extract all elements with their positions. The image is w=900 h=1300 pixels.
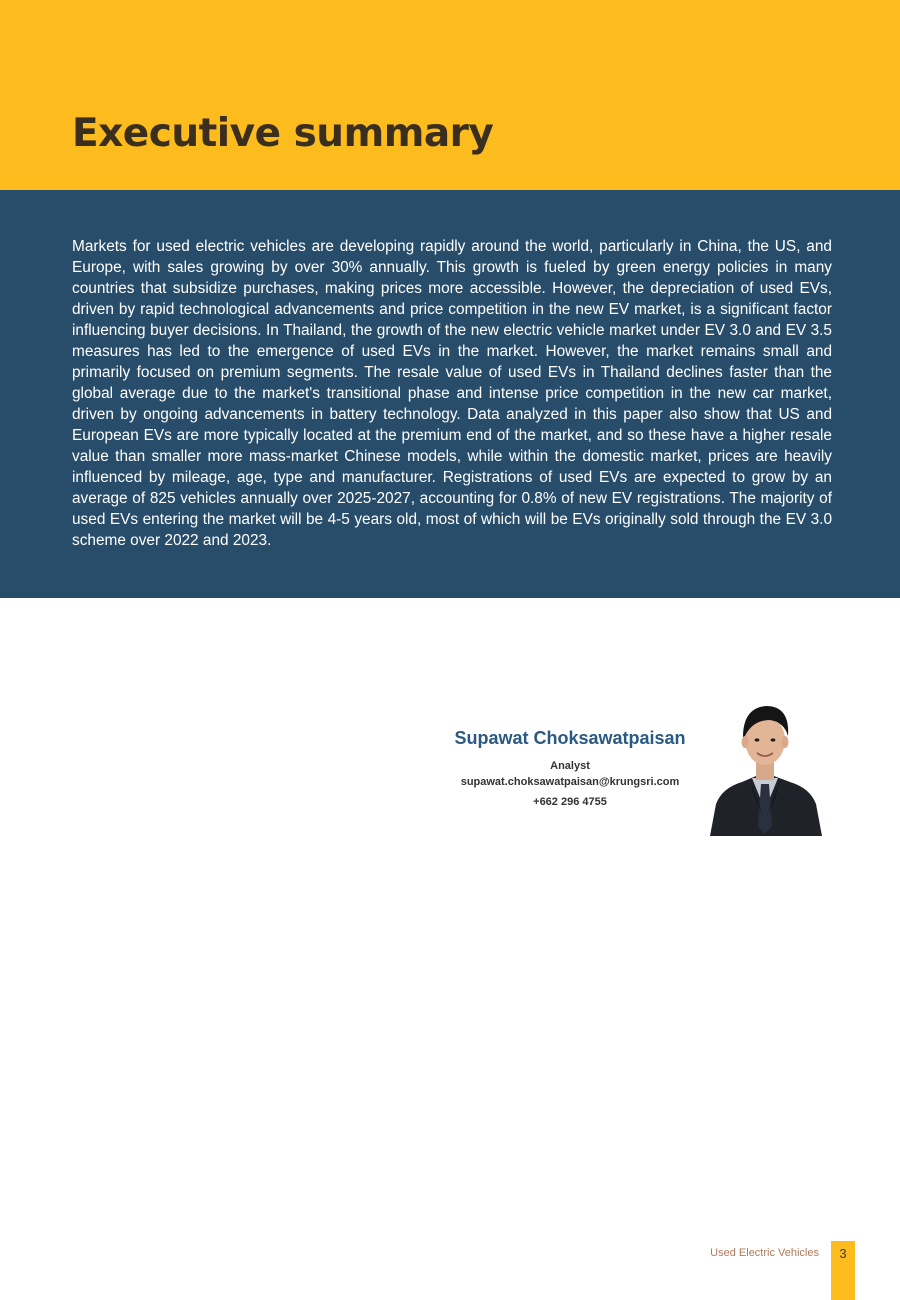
summary-paragraph: Markets for used electric vehicles are developing rapidly around the world, particularly in China, the US, and Europe, with sales growing by over 30% annually. This growth is fueled by green energy policies in many countries that subsidize purchases, making prices more accessible. However, the depreciation of used EVs, driven by rapid technological advancements and price competition in the new EV market, is a significant factor influencing buyer decisions. In Thailand, the growth of the new electric vehicle market under EV 3.0 and EV 3.5 measures has led to the emergence of used EVs in the market. However, the market remains small and primarily focused on premium segments. The resale value of used EVs in Thailand declines faster than the global average due to the market's transitional phase and intense price competition in the new car market, driven by ongoing advancements in battery technology. Data analyzed in this paper also show that US and European EVs are more typically located at the premium end of the market, and so these have a higher resale value than smaller more mass-market Chinese models, while within the domestic market, prices are heavily influenced by mileage, age, type and manufacturer. Registrations of used EVs are expected to grow by an average of 825 vehicles annually over 2025-2027, accounting for 0.8% of new EV registrations. The majority of used EVs entering the market will be 4-5 years old, most of which will be EVs originally sold through the EV 3.0 scheme over 2022 and 2023. xyxy=(72,238,832,549)
author-name: Supawat Choksawatpaisan xyxy=(454,728,686,748)
author-role: Analyst xyxy=(550,760,590,772)
author-email[interactable]: supawat.choksawatpaisan@krungsri.com xyxy=(460,776,680,788)
author-portrait xyxy=(706,700,824,836)
author-portrait-illustration xyxy=(706,700,824,836)
page-number-tab xyxy=(831,1241,855,1300)
author-phone: +662 296 4755 xyxy=(533,796,607,808)
footer-report-title: Used Electric Vehicles xyxy=(710,1247,819,1259)
page-number: 3 xyxy=(839,1246,847,1261)
header-band xyxy=(0,0,900,190)
author-block xyxy=(420,726,720,810)
page-title: Executive summary xyxy=(72,111,494,156)
